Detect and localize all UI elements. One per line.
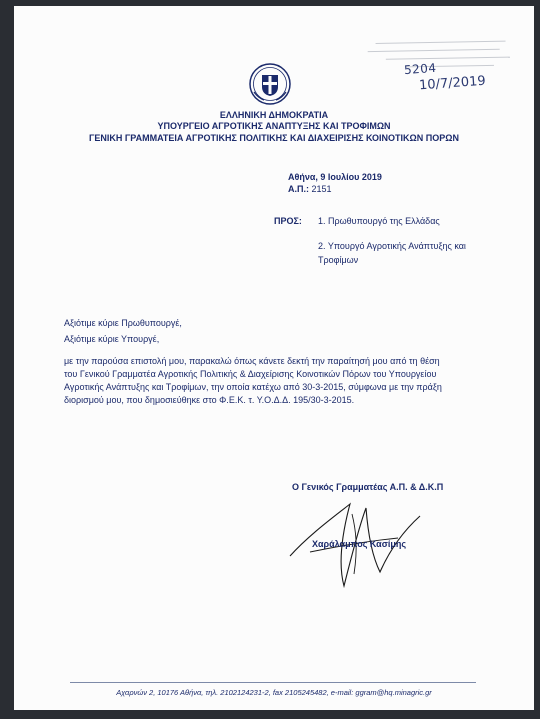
- salutation-minister: Αξιότιμε κύριε Υπουργέ,: [64, 334, 160, 344]
- protocol-number: 2151: [311, 184, 332, 194]
- recipients-label: ΠΡΟΣ:: [274, 216, 302, 226]
- body-line: με την παρούσα επιστολή μου, παρακαλώ όπως κάνετε δεκτή την παραίτησή μου από τη θέση: [64, 356, 440, 366]
- handwritten-protocol-number: 5204: [403, 60, 437, 78]
- header-secretariat: ΓΕΝΙΚΗ ΓΡΑΜΜΑΤΕΙΑ ΑΓΡΟΤΙΚΗΣ ΠΟΛΙΤΙΚΗΣ ΚΑΙ ΔΙΑΧΕΙΡΙΣΗΣ ΚΟΙΝΟΤΙΚΩΝ ΠΟΡΩΝ: [88, 133, 459, 143]
- letter-page: [14, 6, 534, 710]
- body-line: Αγροτικής Ανάπτυξης και Τροφίμων, την οποία κατέχω από 30-3-2015, σύμφωνα με την πράξη: [64, 382, 442, 392]
- signatory-name: Χαράλαμπος Κασίμης: [312, 539, 407, 549]
- protocol-reference: [288, 184, 332, 194]
- salutation-pm: Αξιότιμε κύριε Πρωθυπουργέ,: [64, 318, 182, 328]
- greek-emblem-icon: [248, 62, 292, 106]
- recipient-2: 2. Υπουργό Αγροτικής Ανάπτυξης και Τροφίμων: [318, 241, 466, 265]
- recipient-1: 1. Πρωθυπουργό της Ελλάδας: [318, 216, 440, 226]
- signatory-title: Ο Γενικός Γραμματέας Α.Π. & Δ.Κ.Π: [292, 482, 444, 492]
- protocol-label: Α.Π.:: [288, 184, 309, 194]
- header-ministry: ΥΠΟΥΡΓΕΙΟ ΑΓΡΟΤΙΚΗΣ ΑΝΑΠΤΥΞΗΣ ΚΑΙ ΤΡΟΦΙΜΩΝ: [157, 121, 391, 131]
- body-line: διορισμού μου, που δημοσιεύθηκε στο Φ.Ε.Κ. τ. Υ.Ο.Δ.Δ. 195/30-3-2015.: [64, 395, 355, 405]
- footer-address: Αχαρνών 2, 10176 Αθήνα, τηλ. 2102124231-2, fax 2105245482, e-mail: ggram@hq.minagric.gr: [116, 688, 432, 697]
- letter-date: Αθήνα, 9 Ιουλίου 2019: [288, 172, 382, 182]
- body-line: του Γενικού Γραμματέα Αγροτικής Πολιτικής & Διαχείρισης Κοινοτικών Πόρων του Υπουργείου: [64, 369, 437, 379]
- letter-body: [64, 355, 506, 407]
- footer-divider: [70, 682, 476, 683]
- handwritten-received-date: 10/7/2019: [418, 73, 487, 94]
- header-country: ΕΛΛΗΝΙΚΗ ΔΗΜΟΚΡΑΤΙΑ: [219, 110, 329, 120]
